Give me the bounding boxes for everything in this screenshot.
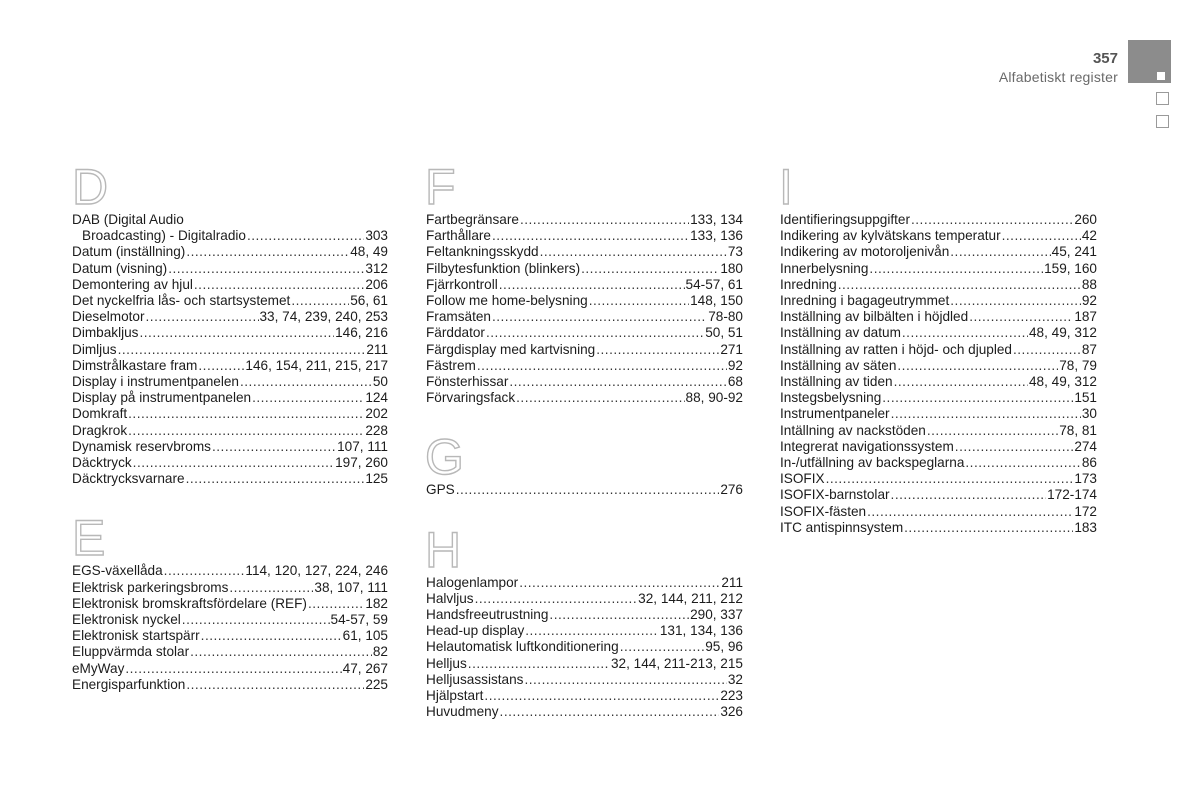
index-column-2 <box>425 159 743 746</box>
index-entry <box>780 342 1097 358</box>
entry-pages: 47, 267 <box>342 660 388 676</box>
index-entry <box>780 487 1097 503</box>
entry-term: Huvudmeny <box>426 704 499 720</box>
index-entry <box>72 309 388 325</box>
section-letter: D <box>72 159 109 215</box>
entry-term: ISOFIX-fästen <box>780 503 867 519</box>
dot-leader <box>500 704 720 720</box>
entry-pages: 197, 260 <box>335 455 388 471</box>
entry-pages: 260 <box>1074 212 1097 227</box>
index-entry <box>426 212 743 228</box>
index-entry <box>72 406 388 422</box>
dot-leader <box>247 228 364 244</box>
entry-pages: 312 <box>365 260 388 276</box>
index-entry <box>72 325 388 341</box>
dot-leader <box>1013 342 1081 358</box>
dot-leader <box>519 575 720 591</box>
index-entry <box>426 342 743 358</box>
entry-pages: 148, 150 <box>690 293 743 309</box>
entry-term: Dimljus <box>72 341 117 357</box>
entry-pages: 88, 90-92 <box>685 390 743 406</box>
entry-term: Intällning av nackstöden <box>780 422 926 438</box>
dot-leader <box>516 390 684 406</box>
entry-pages: 32, 144, 211, 212 <box>638 590 743 606</box>
entry-term: Inställning av tiden <box>780 374 893 390</box>
entry-pages: 86 <box>1081 455 1097 471</box>
entry-term: ISOFIX <box>780 471 825 487</box>
dot-leader <box>125 661 341 677</box>
dot-leader <box>486 325 704 341</box>
entry-term: Fjärrkontroll <box>426 276 498 292</box>
entry-pages: 38, 107, 111 <box>314 579 388 595</box>
entry-term: Datum (visning) <box>72 260 168 276</box>
entry-term: Filbytesfunktion (blinkers) <box>426 260 581 276</box>
index-entry <box>426 704 743 720</box>
dot-leader <box>950 244 1050 260</box>
index-entry <box>72 596 388 612</box>
section-letter: H <box>425 521 462 578</box>
dot-leader <box>581 261 719 277</box>
dot-leader <box>911 212 1073 228</box>
index-column-1 <box>72 159 388 719</box>
index-entry <box>780 244 1097 260</box>
dot-leader <box>186 471 365 487</box>
index-section <box>425 429 743 498</box>
entry-term: Feltankningsskydd <box>426 244 539 260</box>
index-entry <box>72 439 388 455</box>
index-section <box>425 521 743 721</box>
index-entry <box>426 688 743 704</box>
index-entry <box>72 580 388 596</box>
entry-term: Dragkrok <box>72 422 128 438</box>
index-entry <box>426 228 743 244</box>
index-entry <box>426 244 743 260</box>
entry-term: Elektronisk nyckel <box>72 612 181 628</box>
entry-term: Dimstrålkastare fram <box>72 357 198 373</box>
entry-pages: 114, 120, 127, 224, 246 <box>245 563 388 579</box>
entry-pages: 303 <box>365 228 388 244</box>
entry-pages: 45, 241 <box>1051 244 1097 260</box>
index-entry <box>780 212 1097 228</box>
index-entry <box>72 374 388 390</box>
entry-pages: 50, 51 <box>705 325 743 341</box>
dot-leader <box>240 374 372 390</box>
page-title: Alfabetiskt register <box>998 69 1118 85</box>
entry-pages: 124 <box>365 390 388 406</box>
index-entry <box>426 358 743 374</box>
entry-term: eMyWay <box>72 660 125 676</box>
index-entry <box>780 455 1097 471</box>
dot-leader <box>186 677 364 693</box>
entry-pages: 78, 81 <box>1059 422 1097 438</box>
index-entry <box>426 390 743 406</box>
entry-term: Handsfreeutrustning <box>426 607 549 623</box>
index-entry <box>72 612 388 628</box>
entry-term: Helljusassistans <box>426 671 524 687</box>
chapter-tab-marker <box>1157 72 1165 80</box>
section-letter: I <box>779 159 793 215</box>
entry-term: Däcktrycksvarnare <box>72 471 185 487</box>
entry-pages: 50 <box>372 374 388 390</box>
index-entry <box>72 563 388 579</box>
dot-leader <box>897 358 1058 374</box>
entry-term: Farthållare <box>426 228 491 244</box>
dot-leader <box>128 406 364 422</box>
index-entry <box>780 277 1097 293</box>
entry-pages: 92 <box>727 357 743 373</box>
entry-pages: 78, 79 <box>1059 357 1097 373</box>
index-entry <box>426 623 743 639</box>
entry-pages: 54-57, 61 <box>685 276 743 292</box>
index-entry <box>72 423 388 439</box>
dot-leader <box>894 374 1028 390</box>
index-entry <box>426 293 743 309</box>
entry-list <box>780 212 1097 536</box>
dot-leader <box>549 607 689 623</box>
entry-term: Domkraft <box>72 406 128 422</box>
index-entry <box>72 644 388 660</box>
entry-term: ISOFIX-barnstolar <box>780 487 890 503</box>
dot-leader <box>291 293 349 309</box>
dot-leader <box>589 293 689 309</box>
dot-leader <box>955 439 1074 455</box>
entry-term: Demontering av hjul <box>72 276 193 292</box>
entry-term: Halogenlampor <box>426 574 519 590</box>
dot-leader <box>468 656 610 672</box>
entry-term: In-/utfällning av backspeglarna <box>780 455 965 471</box>
dot-leader <box>477 358 727 374</box>
index-entry <box>780 374 1097 390</box>
index-entry <box>72 228 388 244</box>
entry-term: Färgdisplay med kartvisning <box>426 341 596 357</box>
entry-pages: 290, 337 <box>690 607 743 623</box>
dot-leader <box>194 277 364 293</box>
entry-pages: 131, 134, 136 <box>659 623 743 639</box>
entry-pages: 125 <box>365 471 388 487</box>
dot-leader <box>252 390 364 406</box>
entry-term: Dimbakljus <box>72 325 139 341</box>
index-entry <box>72 628 388 644</box>
entry-pages: 326 <box>720 704 743 720</box>
entry-term: Färddator <box>426 325 485 341</box>
index-entry <box>72 293 388 309</box>
entry-pages: 159, 160 <box>1044 260 1097 276</box>
index-entry <box>426 575 743 591</box>
dot-leader <box>902 325 1028 341</box>
index-entry <box>426 277 743 293</box>
dot-leader <box>838 277 1081 293</box>
entry-pages: 172 <box>1074 503 1097 519</box>
entry-pages: 87 <box>1081 341 1097 357</box>
entry-term: Halvljus <box>426 590 474 606</box>
dot-leader <box>1002 228 1081 244</box>
entry-pages: 95, 96 <box>705 639 743 655</box>
entry-pages: 223 <box>720 688 743 704</box>
dot-leader <box>492 228 689 244</box>
index-entry <box>426 639 743 655</box>
entry-term: Inställning av säten <box>780 357 897 373</box>
dot-leader <box>509 374 727 390</box>
entry-term: Elektrisk parkeringsbroms <box>72 579 229 595</box>
entry-pages: 42 <box>1081 228 1097 244</box>
dot-leader <box>212 439 336 455</box>
entry-term: Inredning i bagageutrymmet <box>780 293 950 309</box>
entry-term: EGS-växellåda <box>72 563 163 579</box>
entry-term: Elektronisk startspärr <box>72 628 200 644</box>
index-section <box>72 510 388 693</box>
index-entry <box>780 423 1097 439</box>
entry-pages: 92 <box>1081 293 1097 309</box>
dot-leader <box>182 612 330 628</box>
dot-leader <box>492 309 707 325</box>
index-entry <box>426 591 743 607</box>
index-entry <box>426 607 743 623</box>
entry-list <box>426 575 743 721</box>
entry-pages: 78-80 <box>708 309 743 325</box>
entry-pages: 151 <box>1074 390 1097 406</box>
entry-pages: 274 <box>1074 438 1097 454</box>
entry-pages: 182 <box>365 595 388 611</box>
entry-term: ITC antispinnsystem <box>780 519 904 535</box>
entry-term: Inredning <box>780 276 837 292</box>
dot-leader <box>139 325 334 341</box>
index-entry <box>426 261 743 277</box>
index-entry <box>780 358 1097 374</box>
entry-term: GPS <box>426 482 455 498</box>
index-entry <box>72 244 388 260</box>
dot-leader <box>869 261 1043 277</box>
entry-term: Inställning av ratten i höjd- och djupled <box>780 341 1012 357</box>
dot-leader <box>499 277 685 293</box>
index-entry <box>72 277 388 293</box>
entry-term: Display på instrumentpanelen <box>72 390 252 406</box>
entry-term: Inställning av bilbälten i höjdled <box>780 309 969 325</box>
entry-pages: 82 <box>372 644 388 660</box>
entry-pages: 276 <box>720 482 743 498</box>
entry-pages: 68 <box>727 374 743 390</box>
entry-pages: 225 <box>365 676 388 692</box>
index-entry <box>426 672 743 688</box>
entry-pages: 48, 49, 312 <box>1028 374 1097 390</box>
entry-term: Datum (inställning) <box>72 244 186 260</box>
index-entry <box>426 309 743 325</box>
dot-leader <box>540 244 727 260</box>
dot-leader <box>186 244 349 260</box>
entry-pages: 61, 105 <box>342 628 388 644</box>
entry-list <box>72 563 388 693</box>
entry-pages: 88 <box>1081 276 1097 292</box>
entry-pages: 211 <box>366 341 388 357</box>
entry-pages: 180 <box>720 260 743 276</box>
dot-leader <box>308 596 364 612</box>
entry-term: Innerbelysning <box>780 260 869 276</box>
entry-list <box>72 212 388 487</box>
index-entry <box>426 374 743 390</box>
index-entry <box>72 677 388 693</box>
dot-leader <box>128 423 364 439</box>
entry-pages: 33, 74, 239, 240, 253 <box>259 309 388 325</box>
entry-pages: 133, 134 <box>690 212 743 227</box>
dot-leader <box>525 623 659 639</box>
section-letter: G <box>425 429 464 486</box>
section-letter: E <box>72 510 106 567</box>
dot-leader <box>118 342 366 358</box>
entry-term: Hjälpstart <box>426 688 484 704</box>
index-entry <box>72 455 388 471</box>
entry-term: Follow me home-belysning <box>426 293 588 309</box>
index-entry <box>72 471 388 487</box>
index-entry <box>780 293 1097 309</box>
entry-pages: 48, 49 <box>350 244 388 260</box>
index-section <box>779 159 1097 536</box>
entry-term: Indikering av motoroljenivån <box>780 244 950 260</box>
entry-pages: 146, 216 <box>335 325 388 341</box>
entry-term: Helljus <box>426 655 467 671</box>
dot-leader <box>198 358 244 374</box>
index-entry <box>72 212 388 228</box>
entry-term: Eluppvärmda stolar <box>72 644 190 660</box>
dot-leader <box>620 639 705 655</box>
entry-pages: 54-57, 59 <box>330 612 388 628</box>
entry-pages: 107, 111 <box>337 438 388 454</box>
entry-term: DAB (Digital Audio <box>72 212 184 227</box>
dot-leader <box>229 580 313 596</box>
index-entry <box>780 406 1097 422</box>
dot-leader <box>190 644 372 660</box>
dot-leader <box>133 455 334 471</box>
dot-leader <box>826 471 1074 487</box>
entry-pages: 187 <box>1074 309 1097 325</box>
entry-term: Inställning av datum <box>780 325 901 341</box>
index-entry <box>780 325 1097 341</box>
entry-term: Framsäten <box>426 309 491 325</box>
entry-term: Indikering av kylvätskans temperatur <box>780 228 1001 244</box>
index-section <box>425 159 743 406</box>
entry-pages: 206 <box>365 276 388 292</box>
entry-pages: 211 <box>721 574 743 590</box>
dot-leader <box>969 309 1073 325</box>
page-number: 357 <box>1092 50 1118 67</box>
index-entry <box>780 390 1097 406</box>
entry-term: Förvaringsfack <box>426 390 516 406</box>
entry-term: Head-up display <box>426 623 525 639</box>
entry-term: Fartbegränsare <box>426 212 519 227</box>
entry-pages: 48, 49, 312 <box>1028 325 1097 341</box>
entry-list <box>426 212 743 406</box>
index-entry <box>72 661 388 677</box>
dot-leader <box>891 487 1047 503</box>
index-column-3 <box>779 159 1097 562</box>
dot-leader <box>168 261 364 277</box>
entry-term: Identifieringsuppgifter <box>780 212 910 227</box>
entry-term: Fönsterhissar <box>426 374 509 390</box>
entry-pages: 172-174 <box>1047 487 1097 503</box>
entry-term: Fästrem <box>426 357 476 373</box>
entry-pages: 73 <box>727 244 743 260</box>
entry-term: Elektronisk bromskraftsfördelare (REF) <box>72 595 307 611</box>
entry-pages: 183 <box>1074 519 1097 535</box>
entry-term: Däcktryck <box>72 455 132 471</box>
dot-leader <box>927 423 1058 439</box>
entry-pages: 146, 154, 211, 215, 217 <box>245 357 388 373</box>
entry-pages: 133, 136 <box>690 228 743 244</box>
entry-pages: 56, 61 <box>350 293 388 309</box>
dot-leader <box>201 628 342 644</box>
dot-leader <box>484 688 719 704</box>
entry-pages: 173 <box>1074 471 1097 487</box>
index-entry <box>780 309 1097 325</box>
entry-term: Helautomatisk luftkonditionering <box>426 639 619 655</box>
entry-pages: 271 <box>720 341 743 357</box>
entry-term: Integrerat navigationssystem <box>780 438 954 454</box>
index-entry <box>426 482 743 498</box>
dot-leader <box>456 482 720 498</box>
section-letter: F <box>425 159 456 215</box>
chapter-tab-box <box>1156 92 1169 105</box>
dot-leader <box>882 390 1073 406</box>
entry-term: Dynamisk reservbroms <box>72 438 211 454</box>
index-entry <box>72 261 388 277</box>
index-entry <box>426 325 743 341</box>
index-section <box>72 159 388 487</box>
index-entry <box>780 228 1097 244</box>
index-entry <box>780 439 1097 455</box>
dot-leader <box>950 293 1081 309</box>
entry-pages: 228 <box>365 422 388 438</box>
entry-term: Instegsbelysning <box>780 390 882 406</box>
entry-term: Energisparfunktion <box>72 676 186 692</box>
index-entry <box>780 261 1097 277</box>
index-entry <box>72 342 388 358</box>
entry-list <box>426 482 743 498</box>
dot-leader <box>596 342 719 358</box>
entry-term: Broadcasting) - Digitalradio <box>82 228 246 244</box>
dot-leader <box>867 504 1073 520</box>
entry-term: Dieselmotor <box>72 309 145 325</box>
entry-pages: 202 <box>365 406 388 422</box>
entry-pages: 32, 144, 211-213, 215 <box>610 655 743 671</box>
index-entry <box>426 656 743 672</box>
dot-leader <box>904 520 1073 536</box>
entry-term: Instrumentpaneler <box>780 406 890 422</box>
chapter-tab-box <box>1156 115 1169 128</box>
index-entry <box>780 520 1097 536</box>
index-entry <box>72 358 388 374</box>
dot-leader <box>475 591 638 607</box>
dot-leader <box>164 563 245 579</box>
dot-leader <box>520 212 689 228</box>
dot-leader <box>524 672 726 688</box>
dot-leader <box>891 406 1081 422</box>
dot-leader <box>146 309 259 325</box>
entry-term: Det nyckelfria lås- och startsystemet <box>72 293 291 309</box>
index-entry <box>780 471 1097 487</box>
index-entry <box>72 390 388 406</box>
entry-pages: 32 <box>727 671 743 687</box>
index-entry <box>780 504 1097 520</box>
dot-leader <box>965 455 1080 471</box>
entry-term: Display i instrumentpanelen <box>72 374 239 390</box>
entry-pages: 30 <box>1081 406 1097 422</box>
